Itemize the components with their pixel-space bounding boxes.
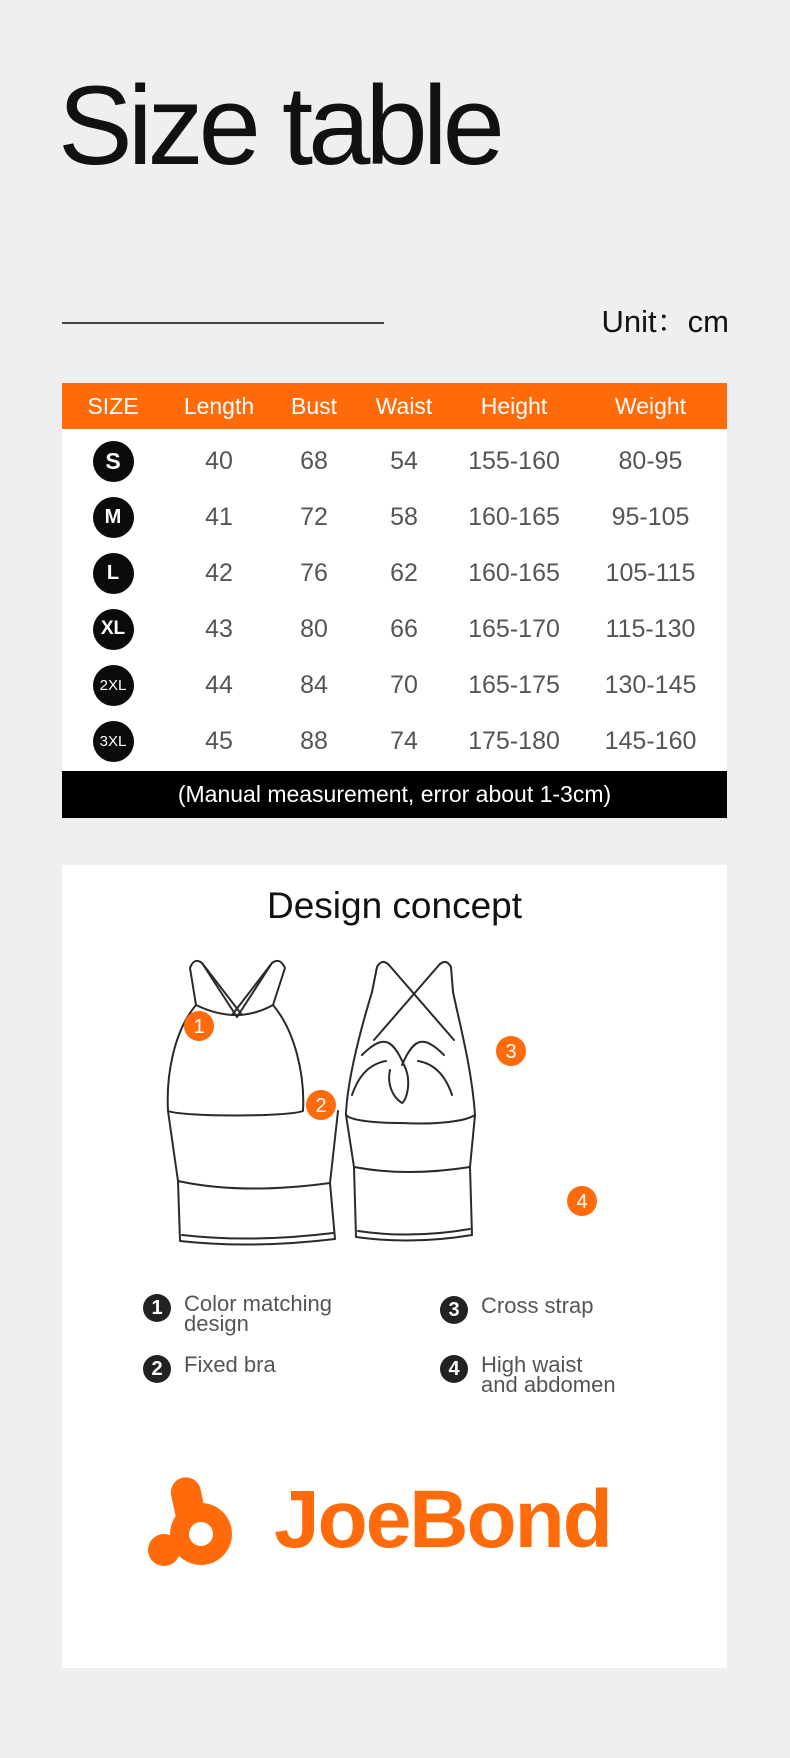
length-cell: 41: [205, 502, 233, 531]
legend-text: High waist and abdomen: [481, 1352, 616, 1397]
header-waist: Waist: [375, 392, 433, 419]
legend-item-3: [440, 1293, 594, 1324]
table-row: [62, 601, 727, 657]
height-cell: 160-165: [468, 502, 560, 531]
back-bra-outline: [346, 962, 475, 1124]
legend-item-2: [143, 1352, 276, 1383]
legend-text: Cross strap: [481, 1293, 594, 1318]
header-height: Height: [480, 392, 548, 419]
brand-name: JoeBond: [274, 1474, 611, 1565]
marker-4: [567, 1186, 597, 1216]
waist-cell: 58: [390, 502, 418, 531]
length-cell: 43: [205, 614, 233, 643]
waist-cell: 74: [390, 726, 418, 755]
back-waistband-outline: [346, 1115, 475, 1241]
table-row: [62, 713, 727, 769]
bust-cell: 84: [300, 670, 328, 699]
bust-cell: 80: [300, 614, 328, 643]
header-bust: Bust: [290, 392, 338, 419]
size-badge: 3XL: [93, 721, 134, 762]
weight-cell: 145-160: [604, 726, 697, 755]
marker-3: [496, 1036, 526, 1066]
size-table: [62, 383, 727, 818]
page-title: Size table: [58, 63, 500, 188]
weight-cell: 105-115: [605, 558, 696, 587]
size-badge: 2XL: [93, 665, 134, 706]
unit-label: Unit：cm: [601, 304, 729, 339]
size-badge: L: [93, 553, 134, 594]
table-row: [62, 657, 727, 713]
design-concept-card: [62, 865, 727, 1668]
size-badge: S: [93, 441, 134, 482]
bust-cell: 88: [300, 726, 328, 755]
legend-text: Color matching design: [184, 1291, 332, 1336]
table-row: [62, 433, 727, 489]
table-row: [62, 489, 727, 545]
divider-line: [62, 322, 384, 324]
bust-cell: 76: [300, 558, 328, 587]
legend-number: 4: [440, 1355, 468, 1383]
svg-text:2: 2: [315, 1095, 327, 1117]
front-bra-outline: [168, 961, 304, 1116]
weight-cell: 115-130: [605, 614, 696, 643]
header-size: SIZE: [87, 392, 139, 419]
svg-text:1: 1: [193, 1016, 205, 1038]
table-body: [62, 429, 727, 771]
height-cell: 165-175: [468, 670, 560, 699]
height-cell: 175-180: [468, 726, 560, 755]
size-badge: M: [93, 497, 134, 538]
svg-text:4: 4: [576, 1191, 588, 1213]
legend-number: 1: [143, 1294, 171, 1322]
legend-item-1: [143, 1291, 332, 1336]
height-cell: 155-160: [468, 446, 560, 475]
bust-cell: 72: [300, 502, 328, 531]
weight-cell: 130-145: [604, 670, 697, 699]
waist-cell: 54: [390, 446, 418, 475]
size-badge: XL: [93, 609, 134, 650]
weight-cell: 80-95: [618, 446, 683, 475]
height-cell: 160-165: [468, 558, 560, 587]
legend-item-4: [440, 1352, 616, 1397]
height-cell: 165-170: [468, 614, 560, 643]
length-cell: 44: [205, 670, 233, 699]
marker-1: [184, 1011, 214, 1041]
length-cell: 42: [205, 558, 233, 587]
header-weight: Weight: [614, 392, 687, 419]
waist-cell: 66: [390, 614, 418, 643]
legend-number: 2: [143, 1355, 171, 1383]
length-cell: 40: [205, 446, 233, 475]
front-waistband-outline: [168, 1111, 338, 1245]
design-concept-title: Design concept: [266, 885, 523, 926]
header-length: Length: [183, 392, 255, 419]
bust-cell: 68: [300, 446, 328, 475]
table-row: [62, 545, 727, 601]
marker-2: [306, 1090, 336, 1120]
weight-cell: 95-105: [611, 502, 690, 531]
table-header: [62, 383, 727, 429]
waist-cell: 62: [390, 558, 418, 587]
measurement-note: (Manual measurement, error about 1-3cm): [62, 771, 727, 818]
legend-number: 3: [440, 1296, 468, 1324]
length-cell: 45: [205, 726, 233, 755]
waist-cell: 70: [390, 670, 418, 699]
legend-text: Fixed bra: [184, 1352, 276, 1377]
svg-text:3: 3: [505, 1041, 517, 1063]
